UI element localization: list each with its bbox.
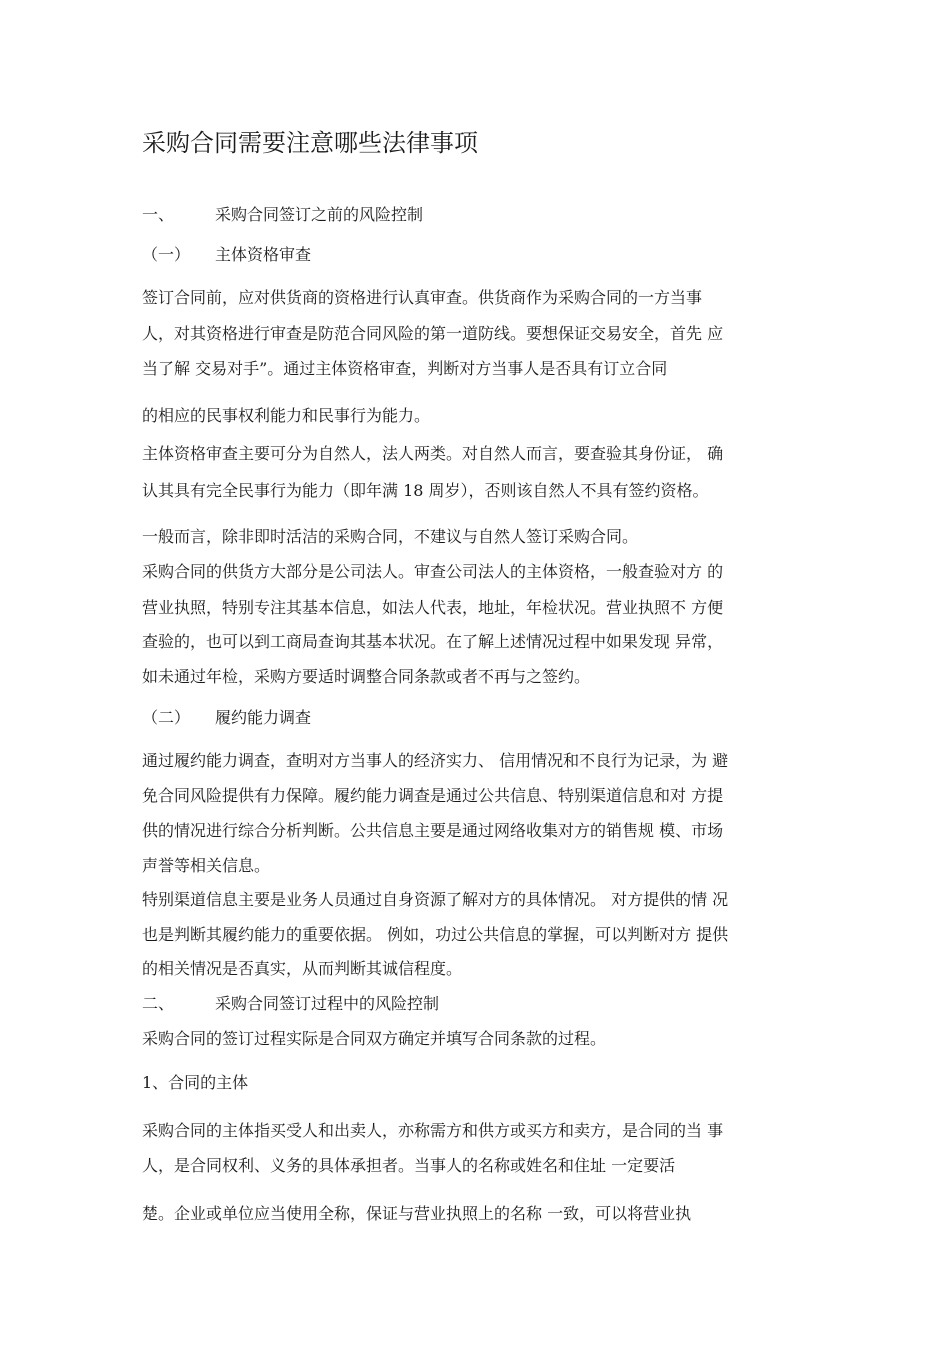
heading-number: 一、 [142,205,175,224]
paragraph-line: 当了解 交易对手”。通过主体资格审查，判断对方当事人是否具有订立合同 [142,359,668,378]
subsection-heading: 1、合同的主体 [142,1073,249,1092]
paragraph-line: 的相关情况是否真实，从而判断其诚信程度。 [142,959,463,978]
paragraph-line: 营业执照，特别专注其基本信息，如法人代表，地址，年检状况。营业执照不 方便 [142,598,724,617]
paragraph-line: 人，是合同权利、义务的具体承担者。当事人的名称或姓名和住址 一定要活 [142,1156,676,1175]
paragraph-line: 特别渠道信息主要是业务人员通过自身资源了解对方的具体情况。 对方提供的情 况 [142,890,729,909]
paragraph-line: 查验的，也可以到工商局查询其基本状况。在了解上述情况过程中如果发现 异常， [142,632,724,651]
subsection-heading: 履约能力调查 [215,708,312,727]
subsection-heading: 主体资格审查 [215,245,312,264]
paragraph-line: 如未通过年检，采购方要适时调整合同条款或者不再与之签约。 [142,667,591,686]
heading-number: （一） [142,245,191,264]
paragraph-line: 采购合同的签订过程实际是合同双方确定并填写合同条款的过程。 [142,1029,607,1048]
heading-number: （二） [142,708,191,727]
paragraph-line: 采购合同的供货方大部分是公司法人。审查公司法人的主体资格，一般查验对方 的 [142,562,724,581]
document-title: 采购合同需要注意哪些法律事项 [142,129,478,157]
paragraph-line: 供的情况进行综合分析判断。公共信息主要是通过网络收集对方的销售规 模、市场 [142,821,724,840]
paragraph-line: 人，对其资格进行审查是防范合同风险的第一道防线。要想保证交易安全，首先 应 [142,324,724,343]
section-heading: 采购合同签订之前的风险控制 [215,205,424,224]
paragraph-line: 声誉等相关信息。 [142,856,271,875]
heading-number: 二、 [142,994,175,1013]
paragraph-line: 采购合同的主体指买受人和出卖人，亦称需方和供方或买方和卖方，是合同的当 事 [142,1121,724,1140]
paragraph-line: 的相应的民事权利能力和民事行为能力。 [142,406,431,425]
paragraph-line: 通过履约能力调查，查明对方当事人的经济实力、 信用情况和不良行为记录，为 避 [142,751,729,770]
paragraph-line: 认其具有完全民事行为能力（即年满 18 周岁），否则该自然人不具有签约资格。 [142,481,709,500]
section-heading: 采购合同签订过程中的风险控制 [215,994,440,1013]
paragraph-line: 楚。企业或单位应当使用全称，保证与营业执照上的名称 一致，可以将营业执 [142,1204,692,1223]
paragraph-line: 也是判断其履约能力的重要依据。 例如，功过公共信息的掌握，可以判断对方 提供 [142,925,729,944]
paragraph-line: 主体资格审查主要可分为自然人，法人两类。对自然人而言，要查验其身份证， 确 [142,444,724,463]
paragraph-line: 签订合同前，应对供货商的资格进行认真审查。供货商作为采购合同的一方当事 [142,288,703,307]
paragraph-line: 免合同风险提供有力保障。履约能力调查是通过公共信息、特别渠道信息和对 方提 [142,786,724,805]
paragraph-line: 一般而言，除非即时活洁的采购合同，不建议与自然人签订采购合同。 [142,527,639,546]
